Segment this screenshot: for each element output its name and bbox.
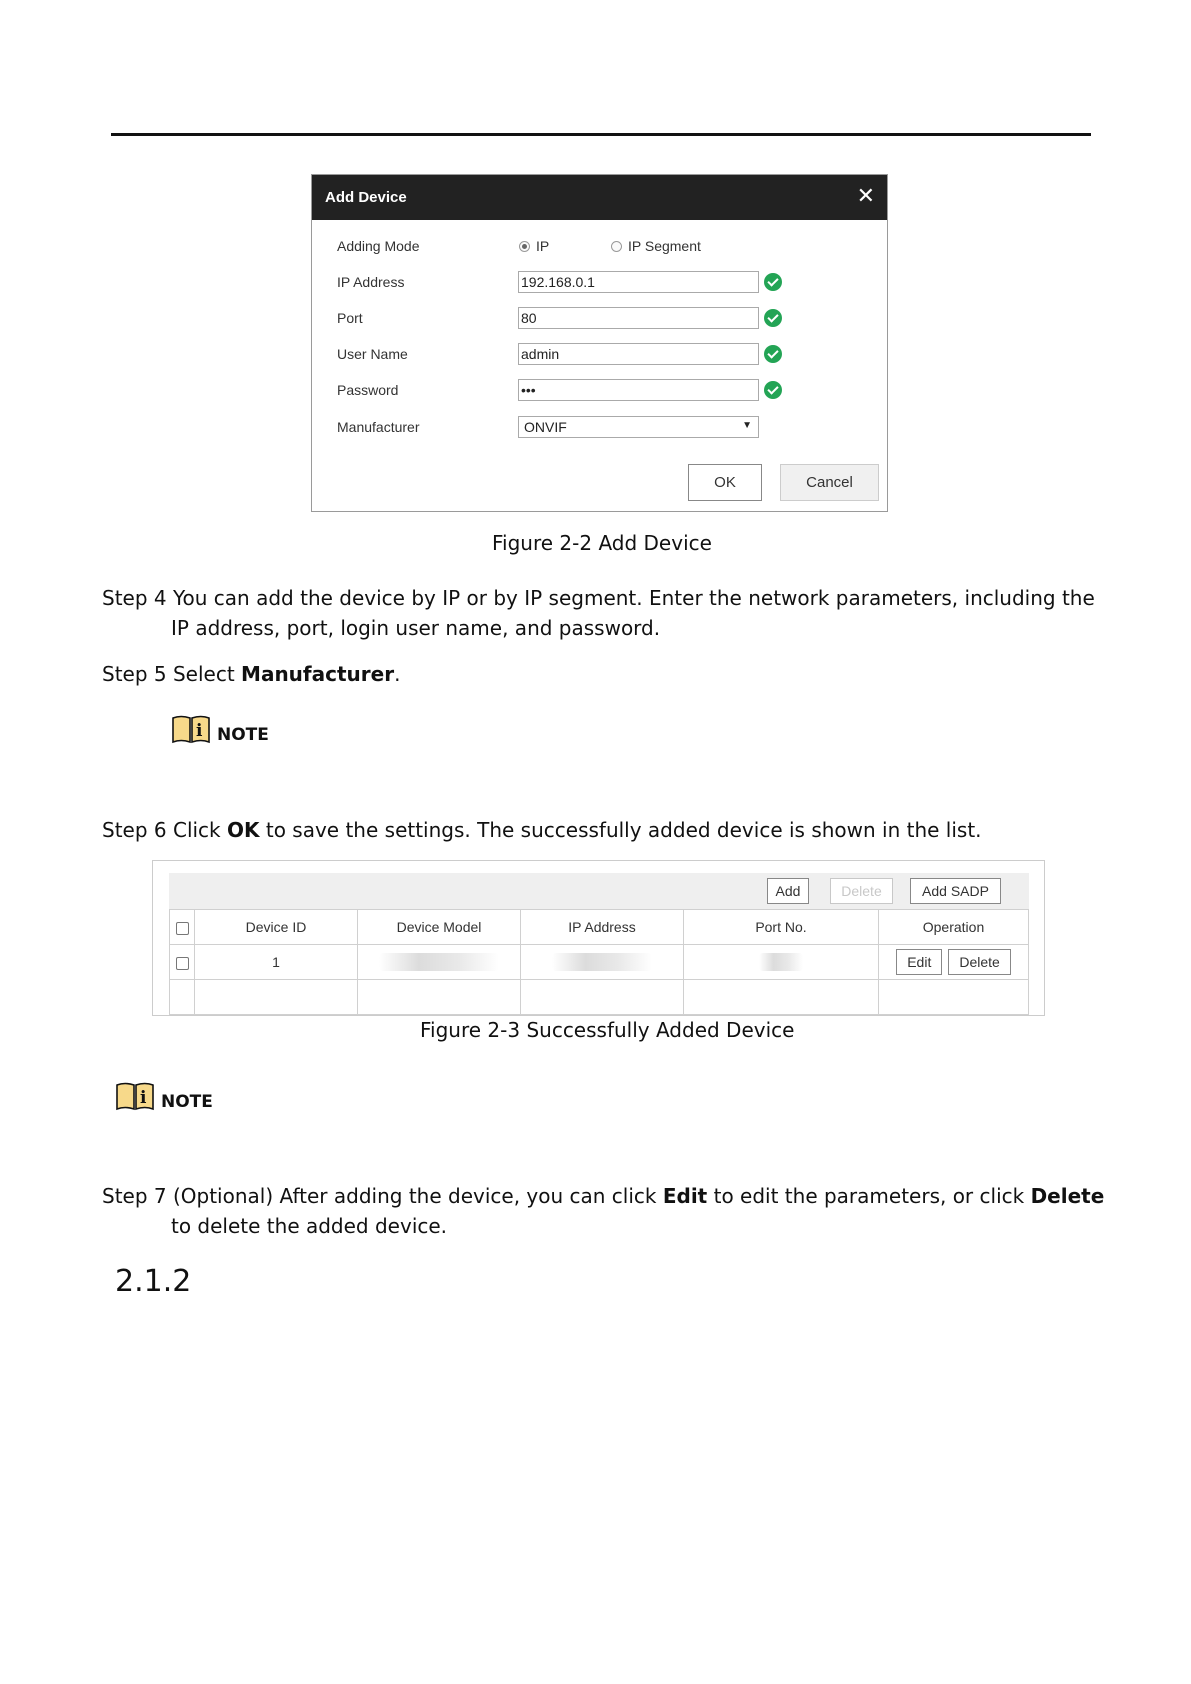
manufacturer-label: Manufacturer [337, 419, 420, 435]
mode-ip-label: IP [536, 238, 550, 254]
add-sadp-button[interactable]: Add SADP [910, 878, 1001, 904]
note-label: NOTE [161, 1092, 213, 1112]
empty-cell [170, 980, 195, 1015]
redacted-value [379, 953, 499, 971]
step-text: Step 5 Select [102, 662, 242, 686]
header-rule [111, 133, 1091, 136]
column-header: Device Model [358, 910, 521, 945]
add-button[interactable]: Add [767, 878, 809, 904]
empty-cell [684, 980, 879, 1015]
valid-check-icon [764, 273, 782, 291]
mode-ip-segment-radio[interactable] [611, 241, 622, 252]
ip-address-label: IP Address [337, 274, 405, 290]
list-toolbar [169, 873, 1029, 909]
column-header: Device ID [195, 910, 358, 945]
valid-check-icon [764, 345, 782, 363]
mode-ip-segment-label: IP Segment [628, 238, 701, 254]
password-input[interactable]: ••• [518, 379, 759, 401]
select-all-cell [170, 910, 195, 945]
user-name-label: User Name [337, 346, 408, 362]
device-id-cell: 1 [195, 945, 358, 980]
port-input[interactable]: 80 [518, 307, 759, 329]
step-text: to save the settings. The successfully added device is shown in the list. [259, 818, 982, 842]
svg-text:i: i [140, 1088, 147, 1108]
manufacturer-select[interactable] [518, 416, 759, 438]
column-header: Port No. [684, 910, 879, 945]
figure-caption: Figure 2-3 Successfully Added Device [420, 1018, 795, 1042]
ip-address-input[interactable]: 192.168.0.1 [518, 271, 759, 293]
empty-cell [358, 980, 521, 1015]
delete-button[interactable]: Delete [830, 878, 893, 904]
manufacturer-value: ONVIF [524, 419, 567, 435]
ok-button[interactable]: OK [688, 464, 762, 501]
step-7-line-1 [102, 1181, 1104, 1211]
note-label: NOTE [217, 725, 269, 745]
select-all-checkbox[interactable] [176, 922, 189, 935]
row-select-cell [170, 945, 195, 980]
device-table [169, 909, 1029, 1015]
table-row[interactable] [170, 945, 1029, 980]
device-model-cell [358, 945, 521, 980]
empty-cell [879, 980, 1029, 1015]
dialog-title: Add Device [325, 189, 407, 206]
port-label: Port [337, 310, 363, 326]
valid-check-icon [764, 381, 782, 399]
dialog-header [312, 175, 887, 220]
edit-button[interactable]: Edit [896, 949, 942, 975]
ip-address-cell [521, 945, 684, 980]
step-text: to edit the parameters, or click [707, 1184, 1031, 1208]
column-header: IP Address [521, 910, 684, 945]
note-callout [115, 1081, 245, 1113]
step-5 [102, 659, 400, 689]
redacted-value [759, 953, 803, 971]
step-emphasis: OK [227, 818, 260, 842]
svg-text:i: i [196, 721, 203, 741]
valid-check-icon [764, 309, 782, 327]
note-callout [171, 714, 301, 746]
cancel-button[interactable]: Cancel [780, 464, 879, 501]
figure-caption: Figure 2-2 Add Device [492, 531, 712, 555]
step-emphasis: Manufacturer [241, 662, 395, 686]
info-book-icon [115, 1081, 155, 1111]
password-label: Password [337, 382, 399, 398]
step-text: Step 7 (Optional) After adding the device, you can click [102, 1184, 663, 1208]
table-header-row [170, 910, 1029, 945]
table-row [170, 980, 1029, 1015]
step-emphasis: Edit [662, 1184, 708, 1208]
operation-cell [879, 945, 1029, 980]
chevron-down-icon: ▼ [742, 420, 752, 431]
step-text: . [394, 662, 401, 686]
user-name-input[interactable]: admin [518, 343, 759, 365]
step-6 [102, 815, 982, 845]
row-delete-button[interactable]: Delete [948, 949, 1010, 975]
step-4-line-1: Step 4 You can add the device by IP or by IP segment. Enter the network parameters, including the [102, 586, 1095, 610]
step-emphasis: Delete [1030, 1184, 1105, 1208]
mode-ip-radio[interactable] [519, 241, 530, 252]
empty-cell [521, 980, 684, 1015]
adding-mode-label: Adding Mode [337, 238, 420, 254]
section-number: 2.1.2 [115, 1264, 192, 1299]
column-header: Operation [879, 910, 1029, 945]
empty-cell [195, 980, 358, 1015]
redacted-value [552, 953, 652, 971]
device-list-panel [152, 860, 1045, 1016]
close-icon[interactable]: ✕ [856, 183, 875, 208]
info-book-icon [171, 714, 211, 744]
step-4-line-2: IP address, port, login user name, and password. [171, 616, 661, 640]
add-device-dialog [311, 174, 888, 512]
row-checkbox[interactable] [176, 957, 189, 970]
step-7-line-2: to delete the added device. [171, 1214, 448, 1238]
step-text: Step 6 Click [102, 818, 227, 842]
port-cell [684, 945, 879, 980]
